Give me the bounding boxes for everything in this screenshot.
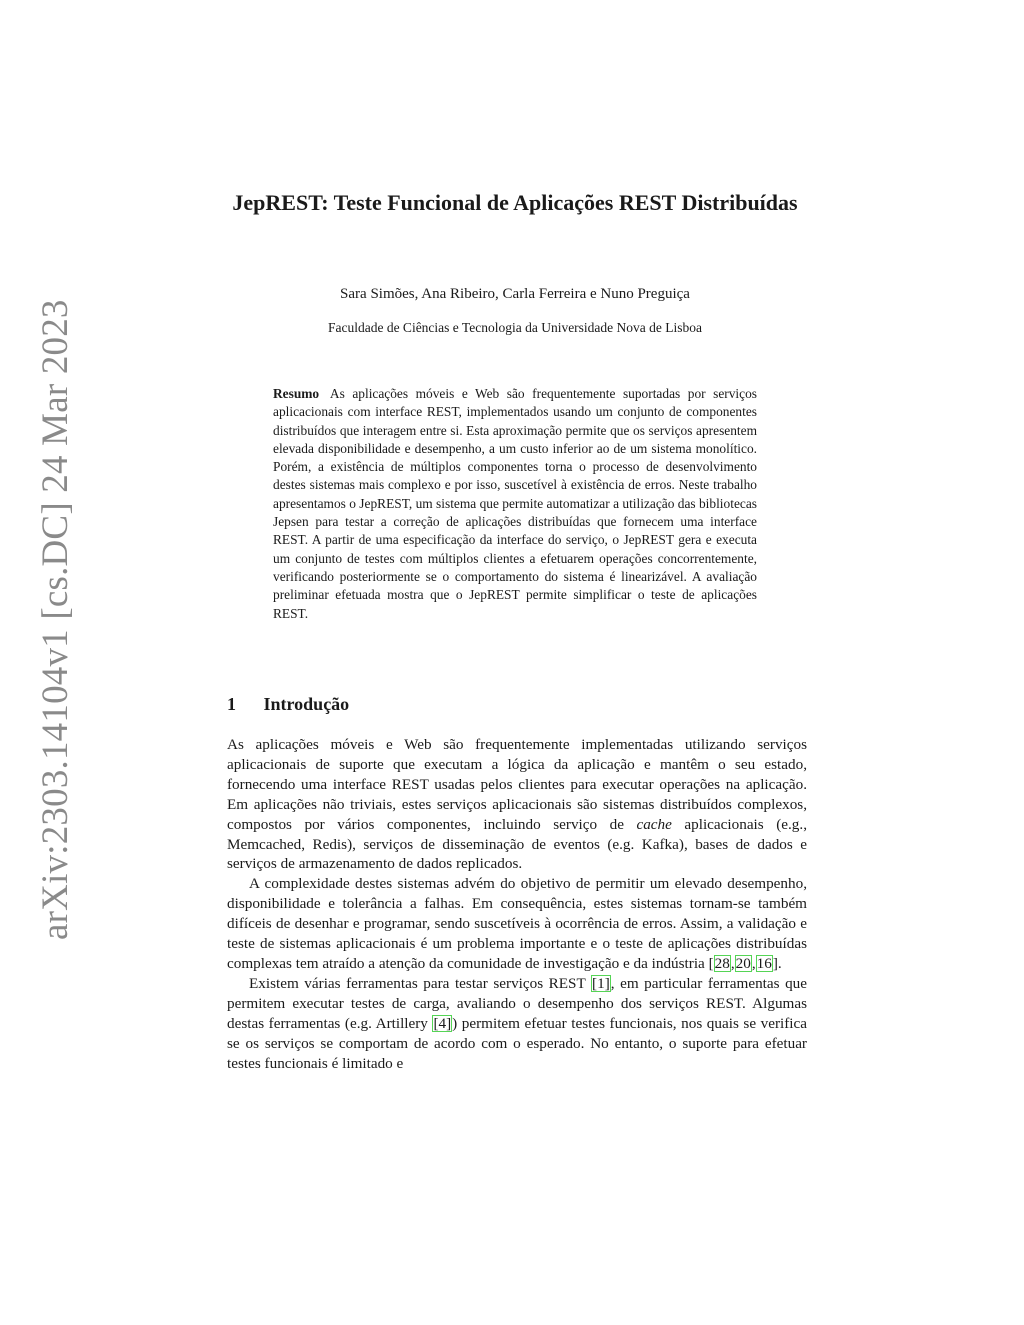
citation-close: ]. [772,954,782,972]
abstract-label: Resumo [273,386,320,401]
paragraph-1-text-a: As aplicações móveis e Web são frequentemente implementadas utilizando serviços aplicacionais de suporte que executam a lógica da aplicação e mantêm o seu estado, fornecendo uma interface REST usadas pelos clientes para executar operações na aplicação. Em aplicações não triviais, estes serviços aplicacionais são sistemas distribuídos complexos, compostos por vários componentes, incluindo serviço de [227,736,807,833]
paragraph-2-text: A complexidade destes sistemas advém do objetivo de permitir um elevado desempenho, disponibilidade e tolerância a falhas. Em consequência, estes sistemas tornam-se também difíceis de desenhar e programar, sendo suscetíveis à ocorrência de erros. Assim, a validação e teste de sistemas aplicacionais é um problema importante e o teste de aplicações distribuídas complexas tem atraído a atenção da comunidade de investigação e da indústria [227,875,807,972]
citation-link-28[interactable]: 28 [714,954,730,972]
paragraph-2: A complexidade destes sistemas advém do objetivo de permitir um elevado desempenho, disponibilidade e tolerância a falhas. Em consequência, estes sistemas tornam-se também difíceis de desenhar e programar, sendo suscetíveis à ocorrência de erros. Assim, a validação e teste de sistemas aplicacionais é um problema importante e o teste de aplicações distribuídas complexas tem atraído a atenção da comunidade de investigação e da indústria [28,20,16]. [227,875,807,972]
citation-link-4[interactable]: [4] [433,1014,452,1032]
citation-link-20[interactable]: 20 [735,954,751,972]
abstract-text: As aplicações móveis e Web são frequentemente suportadas por serviços aplicacionais com interface REST, implementados usando um conjunto de componentes distribuídos que interagem entre si. Esta aproximação permite que os serviços apresentem elevada disponibilidade e desempenho, a um custo inferior ao de um sistema monolítico. Porém, a existência de múltiplos componentes torna o processo de desenvolvimento destes sistemas mais complexo e por isso, suscetível à existência de erros. Neste trabalho apresentamos o JepREST, um sistema que permite automatizar a utilização das bibliotecas Jepsen para testar a correção de aplicações distribuídas que fornecem uma interface REST. A partir de uma especificação da interface do serviço, o JepREST gera e executa um conjunto de testes com múltiplos clientes a efetuarem operações concorrentemente, verificando posteriormente se o comportamento do sistema é linearizável. A avaliação preliminar efetuada mostra que o JepREST permite simplificar o teste de aplicações REST. [273,386,758,621]
section-number: 1 [227,694,236,714]
paper-title: JepREST: Teste Funcional de Aplicações REST Distribuídas [232,190,798,215]
paragraph-3 [227,974,807,1074]
arxiv-identifier-stamp: arXiv:2303.14104v1 [cs.DC] 24 Mar 2023 [35,299,76,940]
abstract [273,385,757,623]
paragraph-1-text-b: aplicacionais (e.g., Memcached, Redis), serviços de disseminação de eventos (e.g. Kafka), bases de dados e serviços de armazenamento de dados replicados. [227,815,807,873]
paragraph-3-text-a: Existem várias ferramentas para testar serviços REST [249,974,592,992]
section-title: Introdução [263,694,350,714]
author-list: Sara Simões, Ana Ribeiro, Carla Ferreira e Nuno Preguiça [340,286,690,302]
introduction-body [227,735,807,1073]
citation-open-bracket: [ [708,954,714,972]
paragraph-1 [227,735,807,874]
paragraph-3-text-c: ) permitem efetuar testes funcionais, nos quais se verifica se os serviços se comportam de acordo com o esperado. No entanto, o suporte para efetuar testes funcionais é limitado e [227,1014,807,1072]
citation-link-16[interactable]: 16 [756,954,772,972]
author-affiliation: Faculdade de Ciências e Tecnologia da Universidade Nova de Lisboa [327,320,703,335]
citation-link-1[interactable]: [1] [592,974,610,992]
cache-term: cache [636,815,672,833]
section-heading-introduction [227,692,807,716]
paragraph-3-text-b: , em particular ferramentas que permitem executar testes de carga, avaliando o desempenho dos serviços REST. Algumas destas ferramentas (e.g. Artillery [227,974,808,1032]
